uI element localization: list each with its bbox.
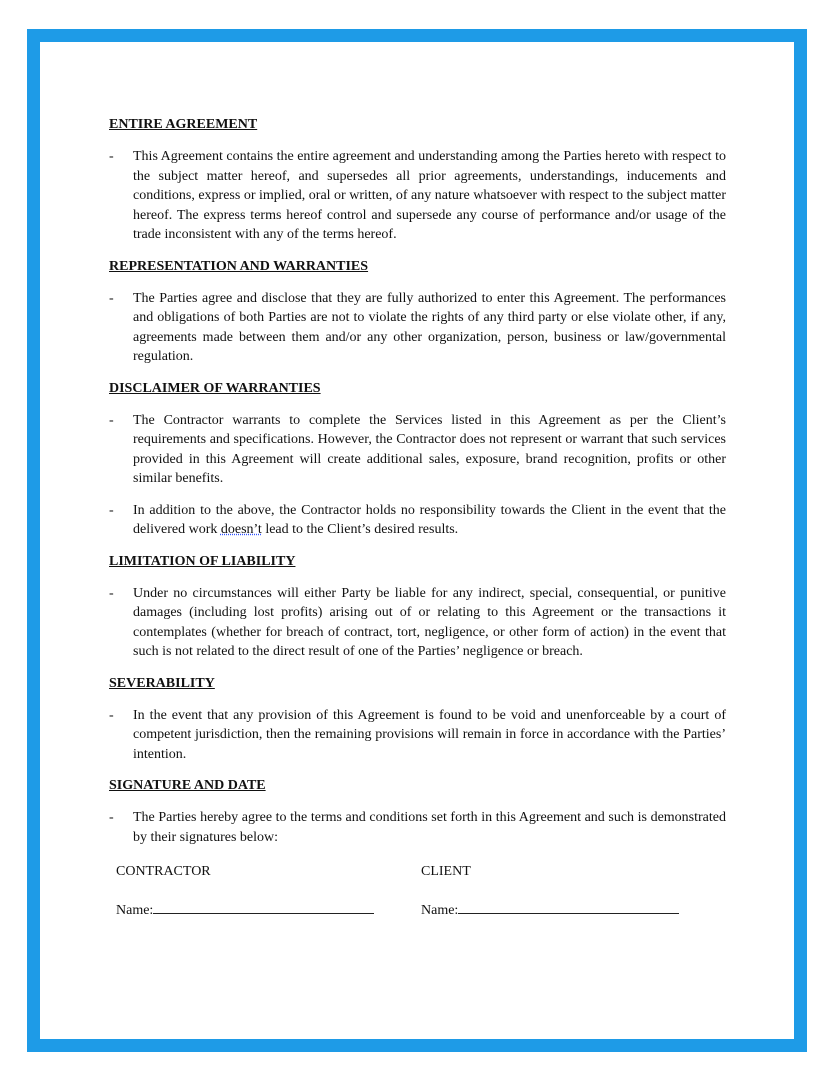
section-limitation-of-liability	[109, 553, 726, 662]
clause	[109, 289, 726, 367]
clause-text: The Parties hereby agree to the terms and conditions set forth in this Agreement and such is demonstrated by their signatures below:	[133, 810, 726, 845]
clause-text-before: In addition to the above, the Contractor holds no responsibility towards the Client in the event that the delivered work	[133, 502, 726, 537]
name-label: Name:	[421, 903, 459, 918]
clause	[109, 808, 726, 847]
name-label: Name:	[116, 903, 154, 918]
section-representation-and-warranties	[109, 258, 726, 367]
section-heading: SIGNATURE AND DATE	[109, 778, 266, 793]
clause-text: The Contractor warrants to complete the Services listed in this Agreement as per the Client’s requirements and specifications. However, the Contractor does not represent or warrant that such services provided in this Agreement will create additional sales, exposure, brand recognition, profits or other similar benefits.	[133, 412, 726, 486]
bullet-dash: -	[109, 290, 114, 306]
signature-line[interactable]	[153, 899, 374, 914]
section-heading: ENTIRE AGREEMENT	[109, 117, 258, 132]
bullet-dash: -	[109, 810, 114, 825]
section-heading: LIMITATION OF LIABILITY	[109, 553, 296, 569]
bullet-dash: -	[109, 149, 114, 164]
bullet-dash: -	[109, 502, 114, 518]
bullet-dash: -	[109, 412, 114, 428]
spellcheck-marked-word[interactable]: doesn’t	[220, 522, 262, 537]
bullet-dash: -	[109, 707, 114, 723]
section-heading: REPRESENTATION AND WARRANTIES	[109, 258, 369, 274]
signature-name-lines	[109, 899, 726, 920]
clause-text: Under no circumstances will either Party be liable for any indirect, special, consequential, or punitive damages (including lost profits) arising out of or relating to this Agreement or the transactions it contemplates (whether for breach of contract, tort, negligence, or other form of action) in the event that such is not related to the direct result of one of the Parties’ negligence or breach.	[133, 585, 726, 659]
client-name-field[interactable]	[421, 899, 726, 920]
section-severability	[109, 675, 726, 765]
clause-text: This Agreement contains the entire agreement and understanding among the Parties hereto with respect to the subject matter hereof, and supersedes all prior agreements, understandings, inducements and conditions, express or implied, oral or written, of any nature whatsoever with respect to the subject matter hereof. The express terms hereof control and supersede any course of performance and/or usage of the trade inconsistent with any of the terms hereof.	[133, 149, 726, 242]
section-signature-and-date	[109, 777, 726, 847]
signature-labels	[109, 863, 726, 881]
clause	[109, 411, 726, 489]
section-entire-agreement	[109, 116, 726, 245]
signature-line[interactable]	[458, 899, 679, 914]
clause-text-after: lead to the Client’s desired results.	[261, 522, 459, 537]
document-body	[109, 116, 726, 920]
client-label: CLIENT	[421, 864, 471, 879]
clause	[109, 501, 726, 540]
section-heading: DISCLAIMER OF WARRANTIES	[109, 380, 321, 396]
clause-text: The Parties agree and disclose that they are fully authorized to enter this Agreement. The performances and obligations of both Parties are not to violate the rights of any third party or else violate other, if any, agreements made between them and/or any other organization, person, business or law/governmental regulation.	[133, 290, 726, 364]
section-heading: SEVERABILITY	[109, 675, 215, 691]
clause-text: In the event that any provision of this Agreement is found to be void and unenforceable by a court of competent jurisdiction, then the remaining provisions will remain in force in accordance with the Parties’ intention.	[133, 707, 726, 762]
clause	[109, 584, 726, 662]
bullet-dash: -	[109, 585, 114, 601]
contractor-label: CONTRACTOR	[116, 864, 211, 879]
clause	[109, 147, 726, 245]
section-disclaimer-of-warranties	[109, 380, 726, 540]
clause	[109, 706, 726, 765]
contractor-name-field[interactable]	[116, 899, 421, 920]
